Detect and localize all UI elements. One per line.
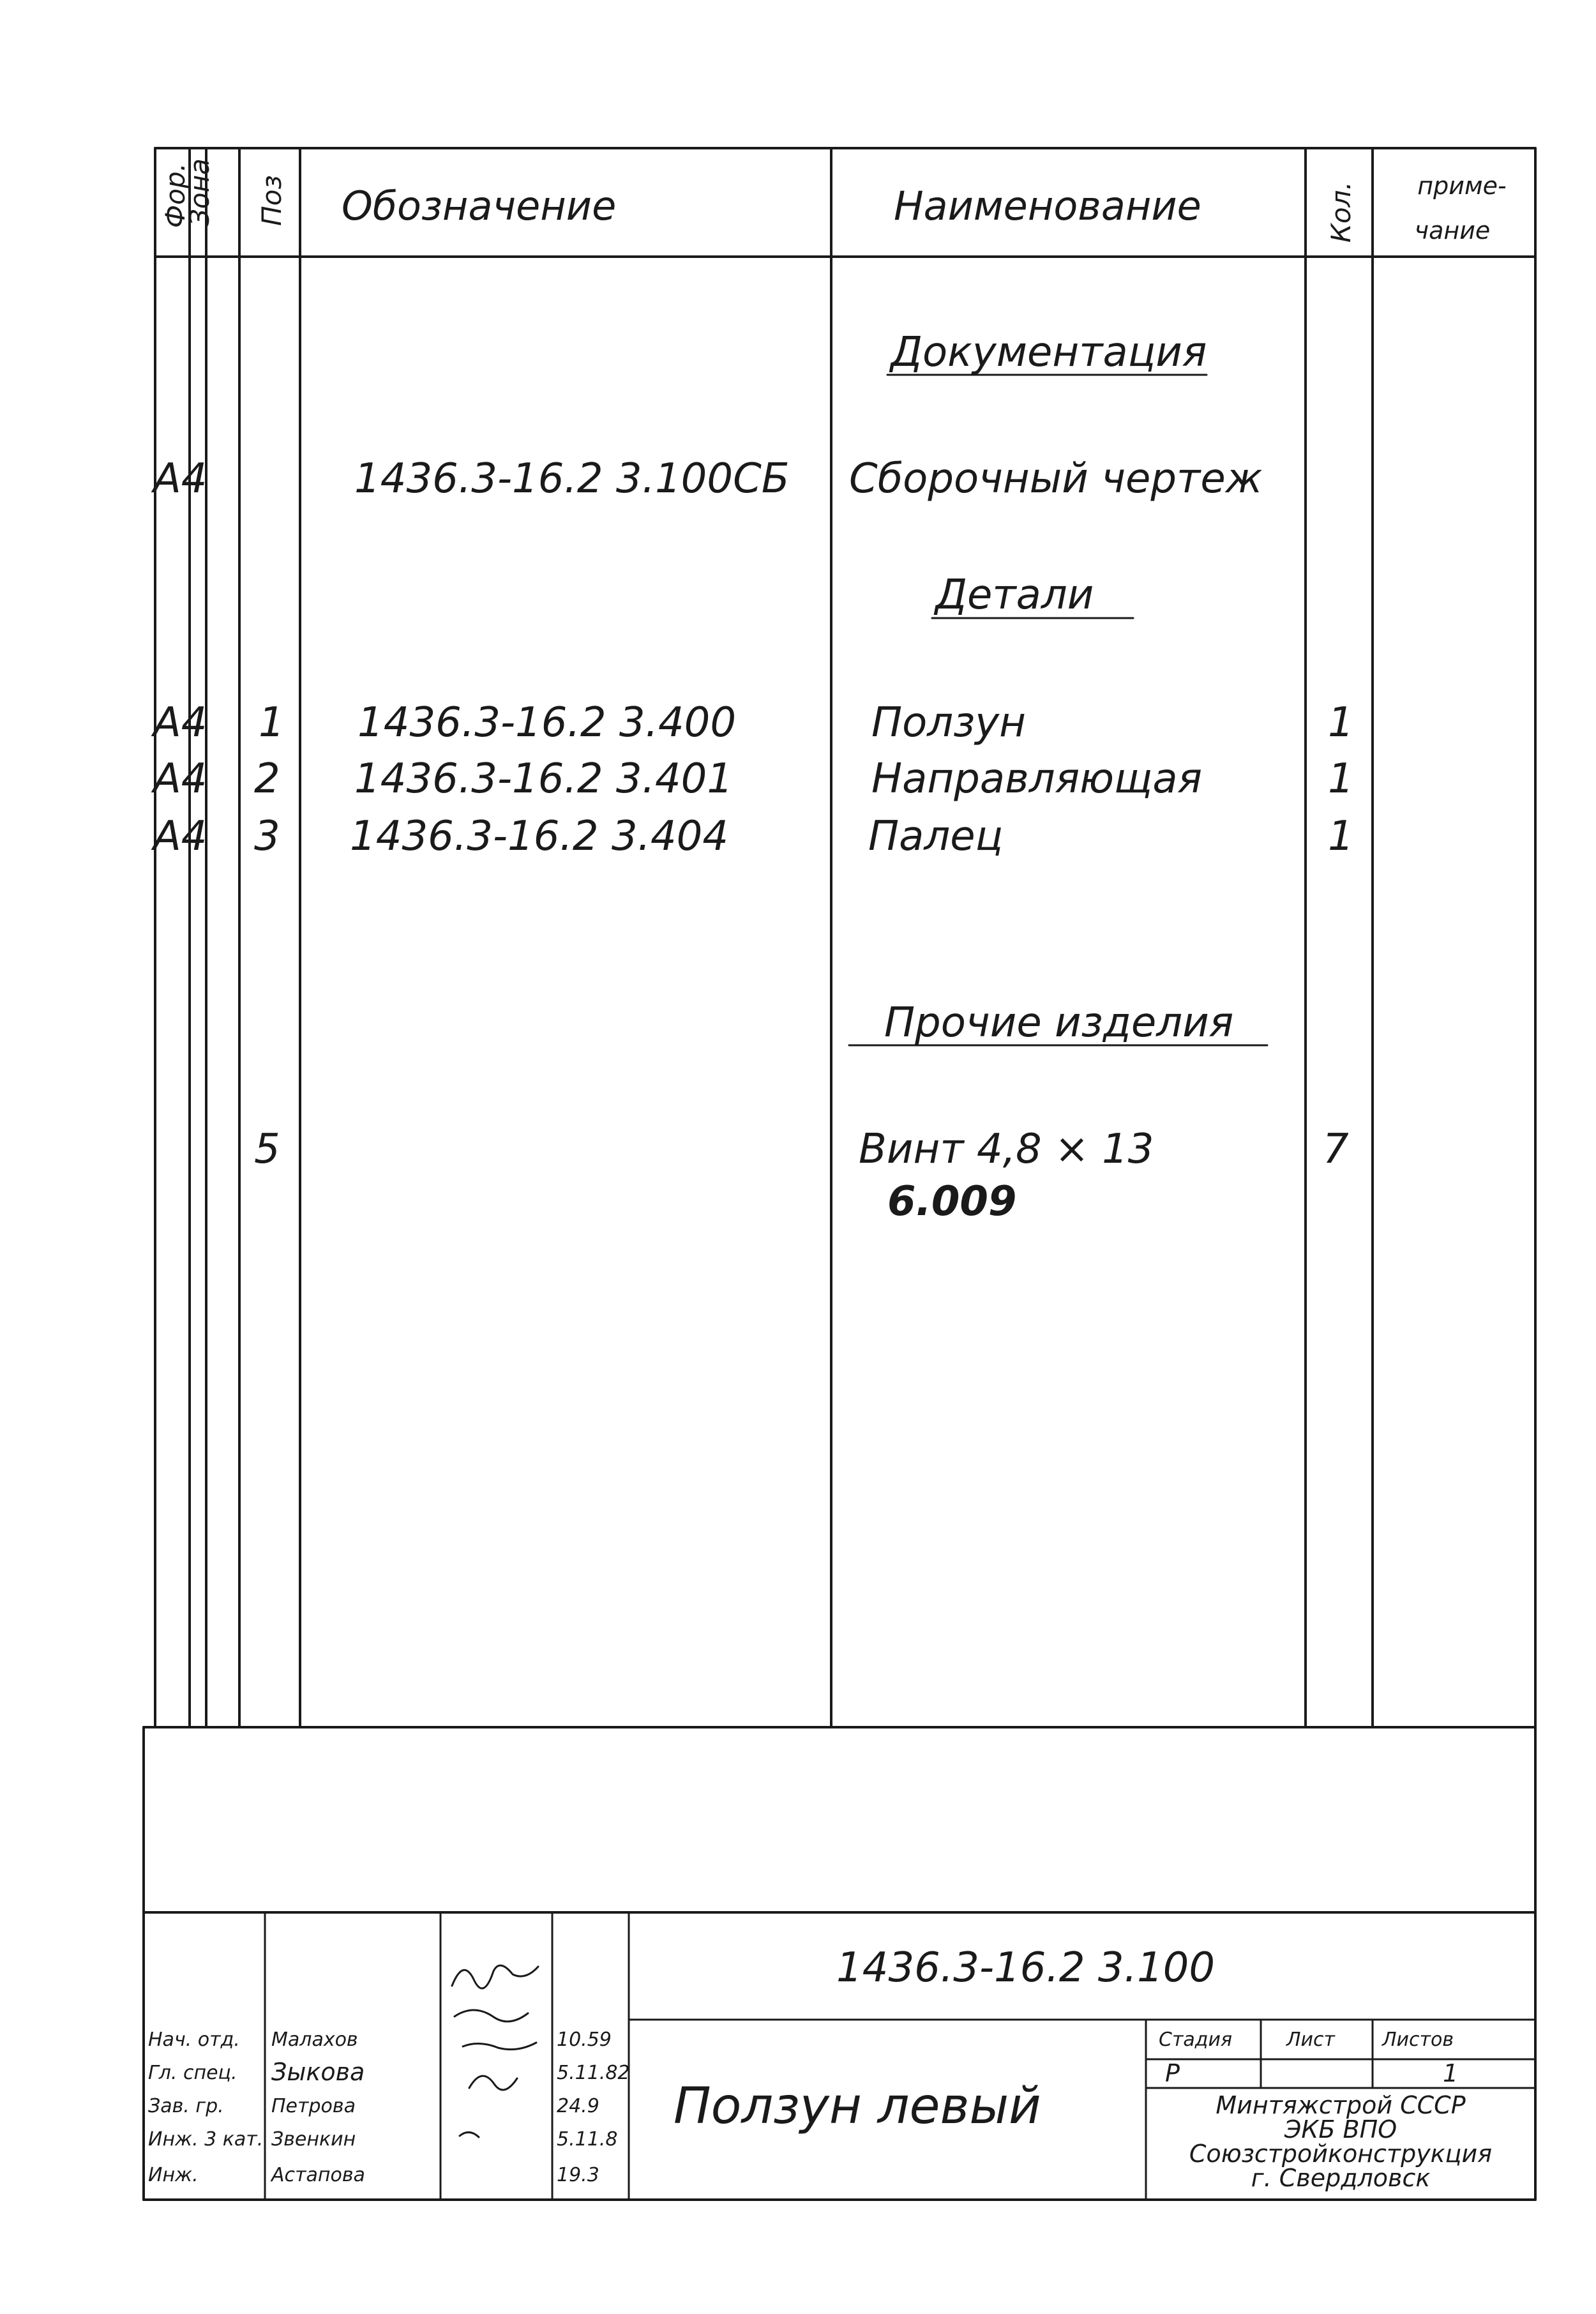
row-format: А4 xyxy=(153,755,207,803)
row-designation: 1436.3-16.2 3.400 xyxy=(358,699,737,746)
signer-name: Петрова xyxy=(271,2095,356,2117)
row-name: Ползун xyxy=(871,699,1026,746)
role: Инж. 3 кат. xyxy=(148,2128,264,2151)
org-line-2: ЭКБ ВПО xyxy=(1284,2115,1397,2144)
sheet-label: Лист xyxy=(1286,2029,1336,2051)
header-zone: Зона xyxy=(184,158,215,226)
header-name: Наименование xyxy=(894,183,1201,229)
row-pos: 3 xyxy=(254,813,280,860)
role: Гл. спец. xyxy=(148,2062,237,2084)
stage-label: Стадия xyxy=(1159,2029,1233,2051)
row-name: Палец xyxy=(868,813,1004,860)
row-qty: 1 xyxy=(1328,755,1354,803)
header-designation: Обозначение xyxy=(342,183,617,229)
signer-name: Зыкова xyxy=(271,2058,365,2086)
header-note-line2: чание xyxy=(1414,216,1491,245)
row-pos: 5 xyxy=(254,1126,280,1173)
row-qty: 1 xyxy=(1328,813,1354,860)
section-documentation: Документация xyxy=(891,329,1207,376)
header-note-line1: приме- xyxy=(1417,172,1507,200)
org-line-1: Минтяжстрой СССР xyxy=(1216,2091,1466,2119)
sheets-label: Листов xyxy=(1382,2029,1454,2051)
role: Инж. xyxy=(148,2164,199,2186)
sign-date: 19.3 xyxy=(557,2164,599,2186)
row-qty: 1 xyxy=(1328,699,1354,746)
signer-name: Звенкин xyxy=(271,2128,356,2151)
row-designation: 1436.3-16.2 3.100СБ xyxy=(354,455,790,503)
row-name: Сборочный чертеж xyxy=(849,455,1263,503)
section-details: Детали xyxy=(935,571,1094,619)
org-line-4: г. Свердловск xyxy=(1251,2164,1431,2192)
signer-name: Малахов xyxy=(271,2029,358,2051)
sheets-value: 1 xyxy=(1443,2059,1459,2087)
row-name: Винт 4,8 × 13 xyxy=(859,1126,1154,1173)
row-format: А4 xyxy=(153,813,207,860)
row-format: А4 xyxy=(153,455,207,503)
row-pos: 1 xyxy=(259,699,285,746)
document-title: Ползун левый xyxy=(674,2078,1041,2135)
sign-date: 5.11.8 xyxy=(557,2128,618,2151)
role: Нач. отд. xyxy=(148,2029,240,2051)
sign-date: 24.9 xyxy=(557,2095,599,2117)
org-line-3: Союзстройконструкция xyxy=(1189,2140,1493,2168)
header-qty: Кол. xyxy=(1325,181,1357,243)
header-pos: Поз xyxy=(256,175,287,226)
sign-date: 5.11.82 xyxy=(557,2062,630,2084)
role: Зав. гр. xyxy=(148,2095,224,2117)
sign-date: 10.59 xyxy=(557,2029,612,2051)
header-format: Фор. xyxy=(160,163,191,228)
row-pos: 2 xyxy=(254,755,280,803)
section-other-items: Прочие изделия xyxy=(884,999,1234,1047)
stage-value: Р xyxy=(1165,2059,1180,2087)
row-name-standard: 6.009 xyxy=(887,1178,1017,1225)
row-format: А4 xyxy=(153,699,207,746)
signer-name: Астапова xyxy=(271,2164,365,2186)
doc-code: 1436.3-16.2 3.100 xyxy=(836,1944,1216,1992)
row-qty: 7 xyxy=(1323,1126,1349,1173)
row-designation: 1436.3-16.2 3.404 xyxy=(350,813,729,860)
row-name: Направляющая xyxy=(871,755,1203,803)
row-designation: 1436.3-16.2 3.401 xyxy=(354,755,734,803)
